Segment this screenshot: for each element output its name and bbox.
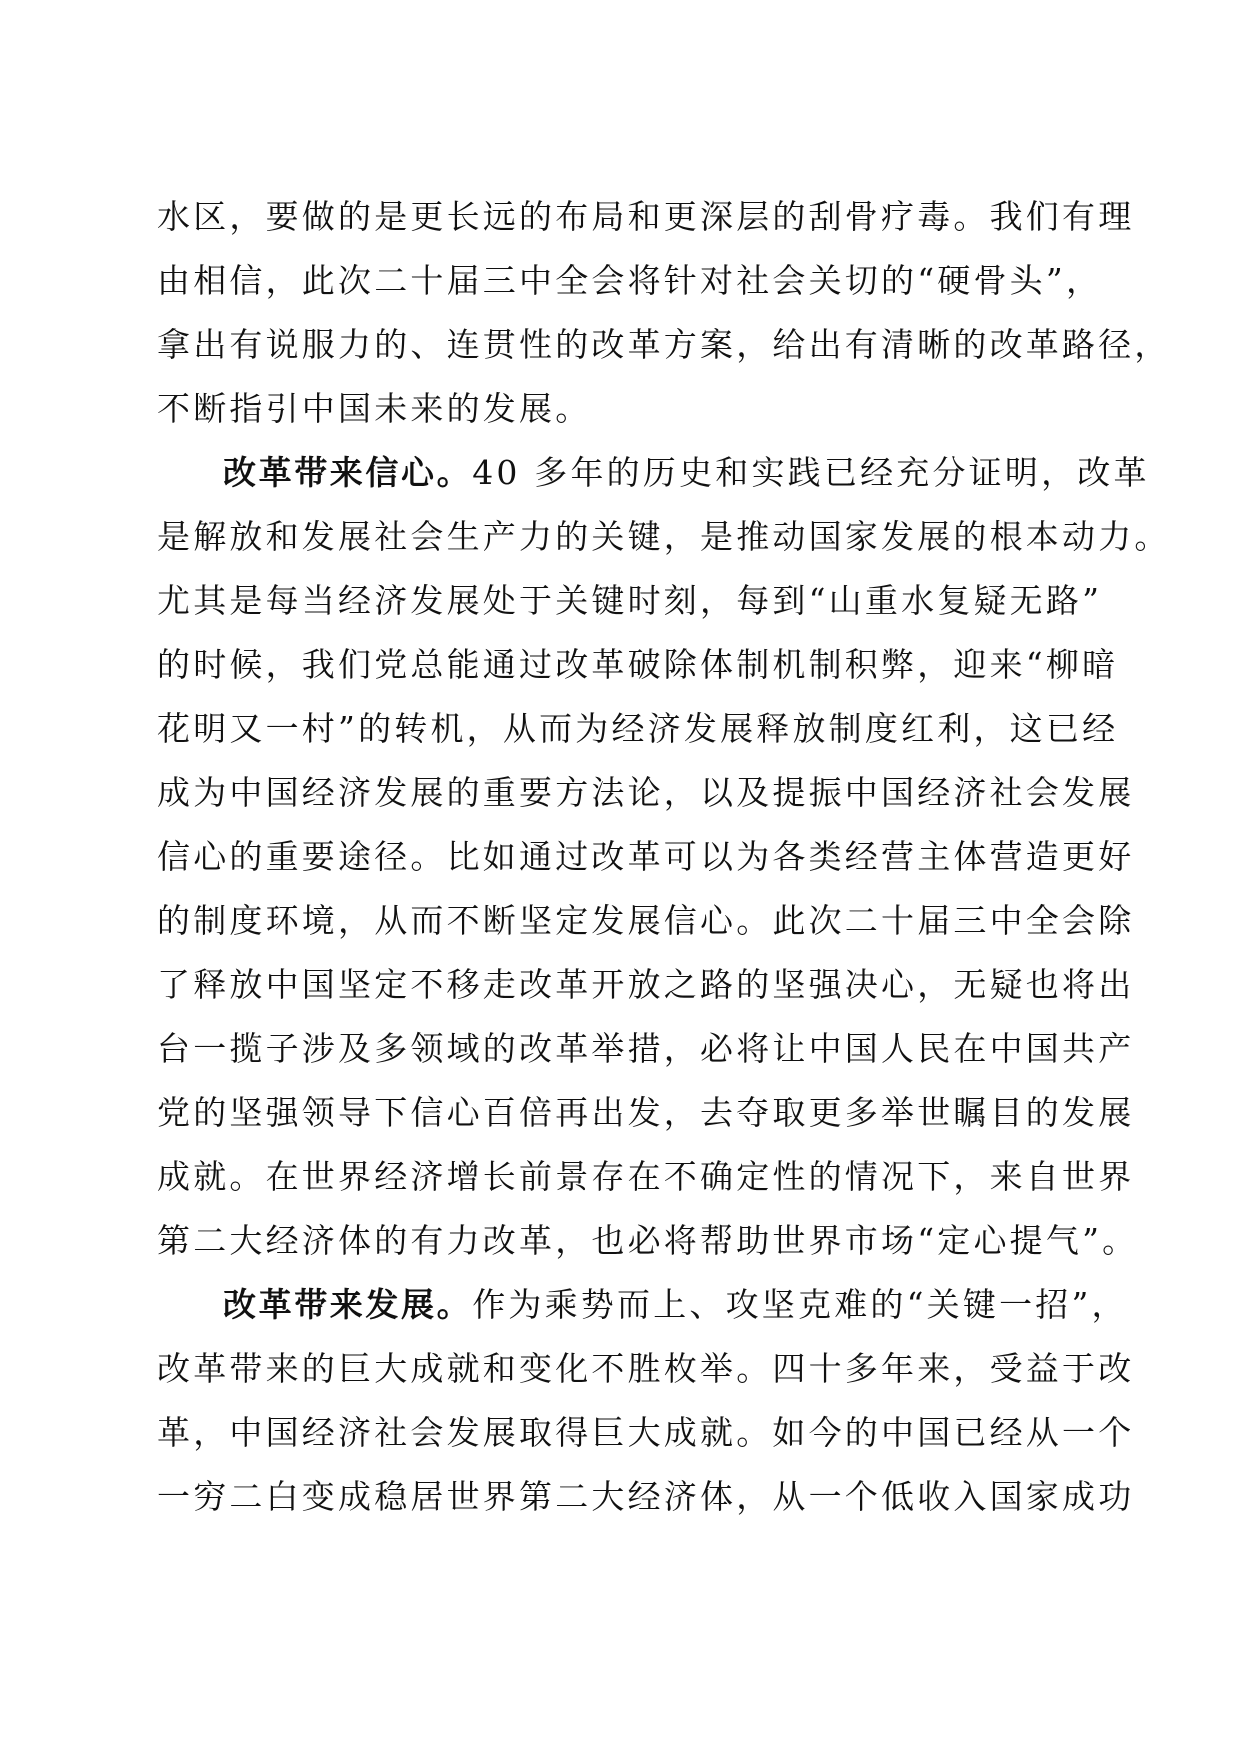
text-line: 成为中国经济发展的重要方法论，以及提振中国经济社会发展	[157, 773, 1135, 812]
text-line: 花明又一村”的转机，从而为经济发展释放制度红利，这已经	[157, 709, 1119, 748]
paragraph-first-line	[157, 441, 1150, 505]
text-line: 一穷二白变成稳居世界第二大经济体，从一个低收入国家成功	[157, 1477, 1135, 1516]
section-heading-confidence: 改革带来信心。	[223, 453, 473, 492]
paragraph-first-line	[157, 1273, 1128, 1337]
text-line: 改革带来的巨大成就和变化不胜枚举。四十多年来，受益于改	[157, 1349, 1135, 1388]
text-line: 信心的重要途径。比如通过改革可以为各类经营主体营造更好	[157, 837, 1135, 876]
text-line: 台一揽子涉及多领域的改革举措，必将让中国人民在中国共产	[157, 1029, 1135, 1068]
text-line: 由相信，此次二十届三中全会将针对社会关切的“硬骨头”，	[157, 261, 1103, 300]
section-heading-development: 改革带来发展。	[223, 1285, 473, 1324]
text-line: 拿出有说服力的、连贯性的改革方案，给出有清晰的改革路径，	[157, 325, 1171, 364]
text-line: 不断指引中国未来的发展。	[157, 389, 592, 428]
text-line: 的制度环境，从而不断坚定发展信心。此次二十届三中全会除	[157, 901, 1135, 940]
text-line: 了释放中国坚定不移走改革开放之路的坚强决心，无疑也将出	[157, 965, 1135, 1004]
paragraph-development	[157, 1273, 1135, 1529]
body-text	[157, 185, 1171, 1529]
first-line-text: 40 多年的历史和实践已经充分证明，改革	[472, 453, 1150, 492]
text-line: 成就。在世界经济增长前景存在不确定性的情况下，来自世界	[157, 1157, 1135, 1196]
text-line: 是解放和发展社会生产力的关键，是推动国家发展的根本动力。	[157, 517, 1171, 556]
text-line: 第二大经济体的有力改革，也必将帮助世界市场“定心提气”。	[157, 1221, 1139, 1260]
text-line: 革，中国经济社会发展取得巨大成就。如今的中国已经从一个	[157, 1413, 1135, 1452]
text-line: 的时候，我们党总能通过改革破除体制机制积弊，迎来“柳暗	[157, 645, 1119, 684]
paragraph-confidence	[157, 441, 1171, 1273]
text-line: 尤其是每当经济发展处于关键时刻，每到“山重水复疑无路”	[157, 581, 1103, 620]
text-line: 党的坚强领导下信心百倍再出发，去夺取更多举世瞩目的发展	[157, 1093, 1135, 1132]
first-line-text: 作为乘势而上、攻坚克难的“关键一招”，	[472, 1285, 1128, 1324]
text-line: 水区，要做的是更长远的布局和更深层的刮骨疗毒。我们有理	[157, 197, 1135, 236]
paragraph-continuation	[157, 185, 1171, 441]
